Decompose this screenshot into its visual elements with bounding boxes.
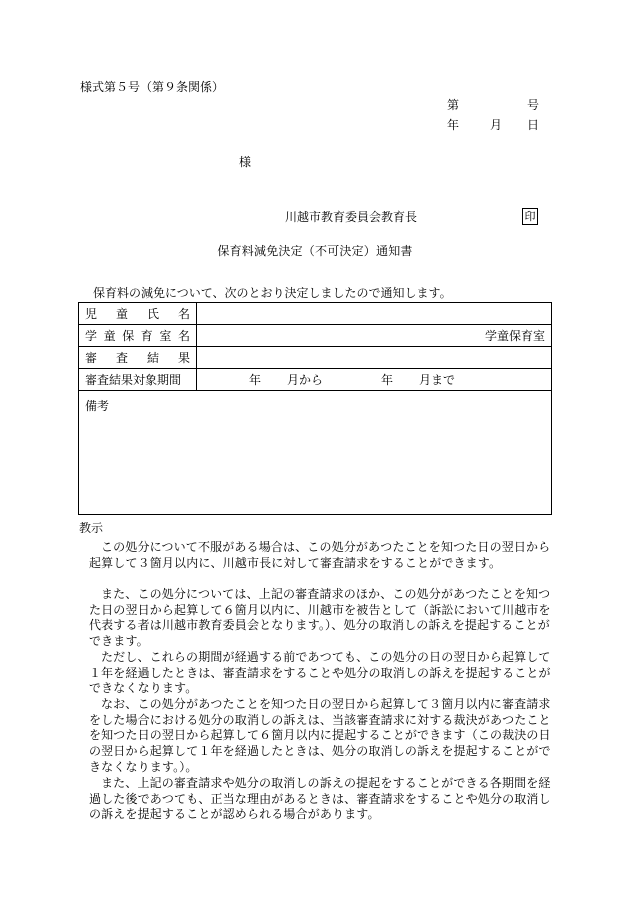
instruction-paragraph: また、この処分については、上記の審査請求のほか、この処分があつたことを知つた日の翌日から起算して６箇月以内に、川越市を被告として（訴訟において川越市を代表する者は川越市教育委員会となります。）、処分の取消しの訴えを提起することができます。 <box>89 587 551 649</box>
remarks-label: 備考 <box>85 399 110 413</box>
period-to-year: 年 <box>381 373 394 387</box>
table-row-period <box>79 369 552 391</box>
review-result-label: 審 査 結 果 <box>79 347 197 369</box>
intro-text: 保育料の減免について、次のとおり決定しましたので通知します。 <box>93 286 452 300</box>
table-row-remarks <box>79 391 552 515</box>
child-name-label: 児 童 氏 名 <box>79 303 197 325</box>
document-number-suffix: 号 <box>527 98 540 112</box>
room-name-field[interactable] <box>197 325 552 347</box>
date-day: 日 <box>527 118 540 132</box>
table-row-review-result <box>79 347 552 369</box>
table-row-room-name <box>79 325 552 347</box>
period-field[interactable] <box>197 369 552 391</box>
period-from-month: 月から <box>287 373 324 387</box>
child-name-field[interactable] <box>197 303 552 325</box>
period-to-month: 月まで <box>419 373 456 387</box>
form-number: 様式第５号（第９条関係） <box>80 80 225 94</box>
issuer-name: 川越市教育委員会教育長 <box>285 210 418 224</box>
room-name-suffix: 学童保育室 <box>484 329 545 343</box>
date-year: 年 <box>447 118 460 132</box>
document-title: 保育料減免決定（不可決定）通知書 <box>217 244 413 258</box>
instruction-paragraph: この処分について不服がある場合は、この処分があつたことを知つた日の翌日から起算して３箇月以内に、川越市長に対して審査請求をすることができます。 <box>89 540 551 570</box>
seal-mark: 印 <box>522 208 538 225</box>
instruction-paragraph: ただし、これらの期間が経過する前であつても、この処分の日の翌日から起算して１年を経過したときは、審査請求をすることや処分の取消しの訴えを提起することができなくなります。 <box>89 650 551 696</box>
remarks-field[interactable] <box>79 391 552 515</box>
instruction-paragraph: なお、この処分があつたことを知つた日の翌日から起算して３箇月以内に審査請求をした場合における処分の取消しの訴えは、当該審査請求に対する裁決があつたことを知つた日の翌日から起算して６箇月以内に提起することができます（この裁決の日の翌日から起算して１年を経過したときは、処分の取消しの訴えを提起することができなくなります。）。 <box>89 697 551 774</box>
document-number-prefix: 第 <box>447 98 460 112</box>
table-row-child-name <box>79 303 552 325</box>
instruction-paragraph: また、上記の審査請求や処分の取消しの訴えの提起をすることができる各期間を経過した後であつても、正当な理由があるときは、審査請求をすることや処分の取消しの訴えを提起することが認められる場合があります。 <box>89 776 551 822</box>
instruction-heading: 教示 <box>79 521 104 535</box>
period-label: 審査結果対象期間 <box>79 369 197 391</box>
notification-form-table <box>78 302 552 515</box>
date-month: 月 <box>490 118 503 132</box>
period-from-year: 年 <box>249 373 262 387</box>
room-name-label: 学 童 保 育 室 名 <box>79 325 197 347</box>
review-result-field[interactable] <box>197 347 552 369</box>
addressee-suffix: 様 <box>239 155 252 169</box>
